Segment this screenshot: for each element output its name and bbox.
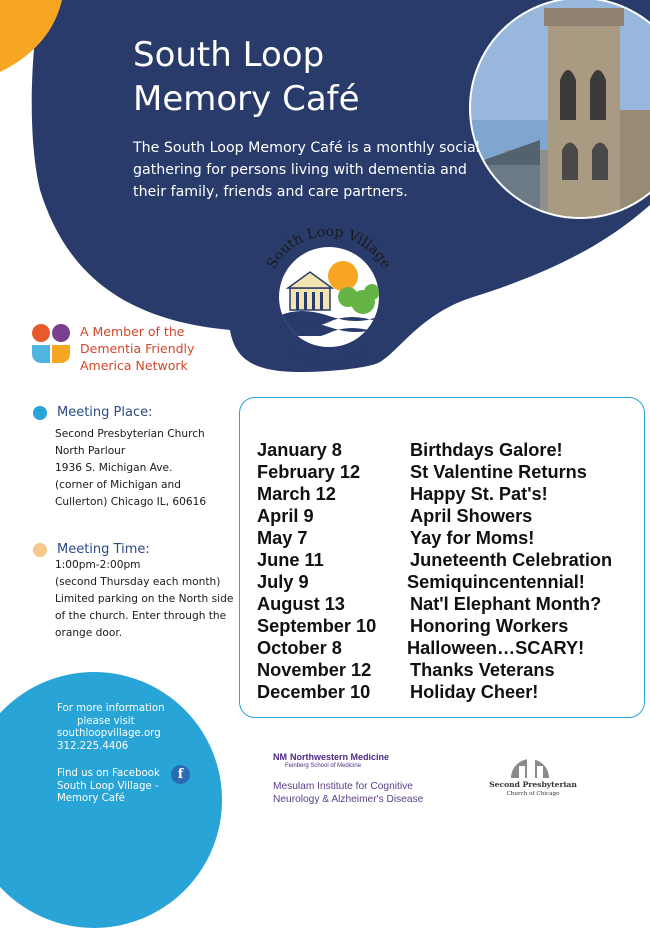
northwestern-sub: Feinberg School of Medicine (285, 763, 362, 769)
schedule-row (257, 660, 637, 682)
schedule-row (257, 594, 637, 616)
schedule-event: April Showers (410, 506, 533, 526)
meeting-time-heading: Meeting Time: (57, 542, 150, 557)
schedule-event: Semiquincentennial! (407, 572, 585, 592)
schedule-row (257, 616, 637, 638)
info-line: For more information (57, 703, 165, 714)
member-text (80, 323, 194, 374)
schedule-event: Juneteenth Celebration (410, 550, 613, 570)
title-line-1: South Loop (133, 35, 325, 75)
church-subtitle: Church of Chicago (506, 791, 560, 797)
phone-number: 312.225.4406 (57, 740, 129, 752)
schedule-date: March 12 (257, 484, 336, 504)
intro-text: The South Loop Memory Café is a monthly social gathering for persons living with dementia and their family, friends and care partners. (133, 140, 480, 200)
schedule-date: August 13 (257, 594, 345, 614)
schedule-date: January 8 (257, 440, 342, 460)
member-line-2: Dementia Friendly (80, 341, 195, 356)
member-line-3: America Network (80, 358, 188, 373)
schedule-date: May 7 (257, 528, 308, 548)
northwestern-name: Northwestern Medicine (290, 752, 390, 762)
schedule-event: Happy St. Pat's! (410, 484, 548, 504)
facebook-text (57, 768, 160, 806)
northwestern-logo (273, 752, 389, 769)
schedule-date: October 8 (257, 638, 342, 658)
schedule-event: Halloween…SCARY! (407, 638, 585, 658)
meeting-place-details (55, 426, 206, 511)
mesulam-line: Mesulam Institute for Cognitive (273, 781, 413, 792)
facebook-icon[interactable]: f (171, 765, 190, 784)
schedule-event: Honoring Workers (410, 616, 569, 636)
meeting-place-heading: Meeting Place: (57, 405, 153, 420)
meeting-place-line: (corner of Michigan and (55, 479, 181, 491)
schedule-event: Birthdays Galore! (410, 440, 563, 460)
meeting-time-line: Limited parking on the North side (55, 593, 234, 605)
facebook-line: Find us on Facebook (57, 768, 160, 779)
schedule-row (257, 528, 637, 550)
schedule-row (257, 462, 637, 484)
logo-arc-bottom: Aging Reimagined (286, 344, 372, 370)
schedule-row (257, 550, 637, 572)
mesulam-line: Neurology & Alzheimer's Disease (273, 794, 424, 805)
facebook-line: South Loop Village - (57, 780, 159, 792)
mesulam-institute (273, 780, 423, 806)
meeting-time-line: 1:00pm-2:00pm (55, 559, 141, 571)
meeting-place-line: 1936 S. Michigan Ave. (55, 462, 173, 474)
title-line-2: Memory Café (133, 79, 360, 119)
meeting-time-line: (second Thursday each month) (55, 576, 221, 588)
schedule-event: St Valentine Returns (410, 462, 587, 482)
schedule-event: Thanks Veterans (410, 660, 555, 680)
schedule-event: Holiday Cheer! (410, 682, 539, 702)
schedule-date: September 10 (257, 616, 377, 636)
more-info-text (57, 703, 165, 753)
meeting-place-line: North Parlour (55, 445, 126, 457)
schedule-row (257, 484, 637, 506)
schedule-date: April 9 (257, 506, 314, 526)
schedule-box (239, 397, 645, 718)
website-link[interactable]: southloopvillage.org (57, 728, 161, 739)
schedule-event: Nat'l Elephant Month? (410, 594, 602, 614)
info-line: please visit (77, 715, 135, 727)
schedule-event: Yay for Moms! (410, 528, 535, 548)
schedule-row (257, 572, 637, 594)
member-line-1: A Member of the (80, 324, 185, 339)
facebook-line: Memory Café (57, 793, 125, 804)
schedule-date: June 11 (257, 550, 324, 570)
meeting-place-bullet-icon (33, 406, 47, 420)
meeting-time-line: of the church. Enter through the (55, 610, 227, 622)
church-name: Second Presbyterian (489, 780, 577, 789)
meeting-place-line: Second Presbyterian Church (55, 428, 205, 440)
meeting-place-line: Cullerton) Chicago IL, 60616 (55, 496, 207, 508)
second-presbyterian-logo-icon (509, 744, 551, 778)
meeting-time-bullet-icon (33, 543, 47, 557)
schedule-date: July 9 (257, 572, 309, 592)
schedule-row (257, 638, 637, 660)
schedule-row (257, 682, 637, 704)
schedule-row (257, 506, 637, 528)
schedule-date: December 10 (257, 682, 371, 702)
schedule-date: November 12 (257, 660, 372, 680)
schedule-date: February 12 (257, 462, 361, 482)
nm-mark-icon: NM (273, 752, 287, 762)
dementia-friendly-logo-icon (31, 323, 75, 367)
meeting-time-details (55, 557, 233, 642)
page-title (133, 33, 360, 121)
schedule-row (257, 440, 637, 462)
meeting-time-line: orange door. (55, 627, 123, 639)
logo-arc-top: South Loop Village (264, 223, 395, 272)
